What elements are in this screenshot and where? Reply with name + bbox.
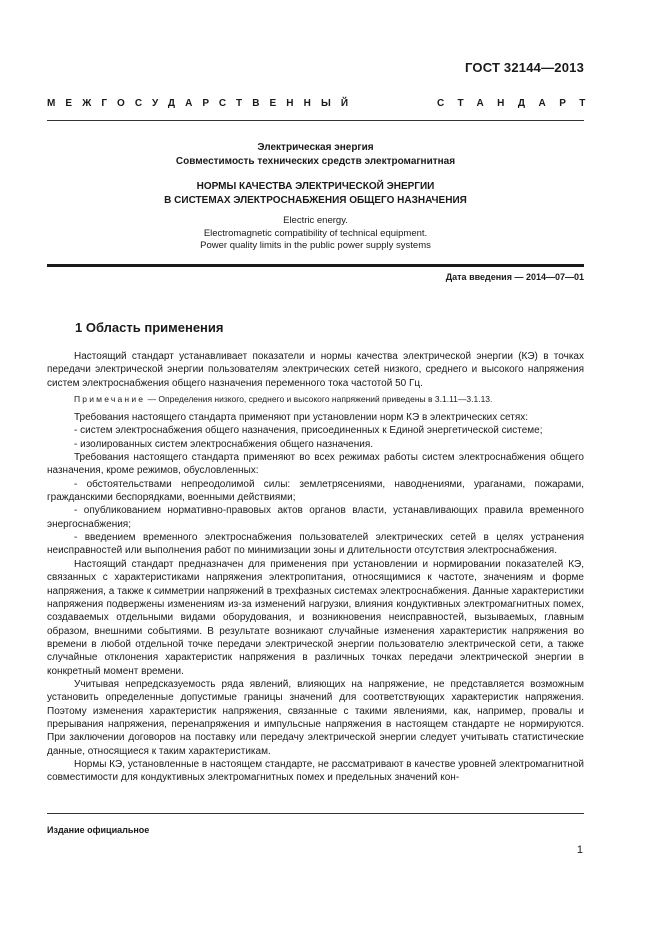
title-en-line-1: Electric energy. bbox=[283, 215, 348, 226]
page-number: 1 bbox=[576, 844, 583, 856]
title-main-line-1: НОРМЫ КАЧЕСТВА ЭЛЕКТРИЧЕСКОЙ ЭНЕРГИИ bbox=[196, 181, 435, 192]
standard-type-word-1: МЕЖГОСУДАРСТВЕННЫЙ bbox=[47, 98, 359, 109]
note-label: Примечание bbox=[74, 394, 146, 405]
title-en-line-2: Electromagnetic compatibility of technical equipment. bbox=[203, 227, 428, 239]
title-en-line-3: Power quality limits in the public power supply systems bbox=[200, 240, 431, 251]
list-item: - систем электроснабжения общего назначения, присоединенных к Единой энергетической системе; bbox=[74, 425, 543, 437]
title-ru-line-1: Электрическая энергия bbox=[257, 142, 374, 153]
standard-type-word-2: СТАНДАРТ bbox=[437, 98, 599, 109]
section-heading: 1 Область применения bbox=[75, 320, 224, 335]
title-divider bbox=[47, 264, 584, 267]
list-item: - введением временного электроснабжения пользователей электрических сетей в целях устранения неисправностей или выполнения работ по минимизации зоны и длительности отсутствия электроснабжения. bbox=[47, 532, 584, 557]
title-ru-line-2: Совместимость технических средств электромагнитная bbox=[175, 156, 456, 167]
paragraph-unpredictability: Учитывая непредсказуемость ряда явлений, влияющих на напряжение, не представляется возможным установить определенные допустимые границы значений для соответствующих характеристик напряжения. Поэтому изменения характеристик напряжения, связанные с такими явлениями, как, например, провалы и прерывания напряжения, перенапряжения и импульсные напряжения в настоящем стандарте не нормируются. При заключении договоров на поставку или передачу электрической энергии следует учитывать статистические данные, относящиеся к таким характеристикам. bbox=[47, 678, 584, 757]
title-russian bbox=[47, 141, 584, 169]
paragraph-purpose: Настоящий стандарт предназначен для применения при установлении и нормировании показателей КЭ, связанных с характеристиками напряжения электропитания, относящимися к частоте, значениям и форме напряжения, а также к симметрии напряжений в трехфазных системах электроснабжения. Данные характеристики напряжения подвержены изменениям из-за изменений нагрузки, влияния кондуктивных электромагнитных помех, создаваемых отдельными видами оборудования, и возникновения неисправностей, вызываемых, главным образом, внешними событиями. В результате возникают случайные изменения характеристик напряжения во времени в любой отдельной точке передачи электрической энергии пользователю электрической сети, а также случайные отклонения характеристик напряжения в различных точках передачи электрической энергии в конкретный момент времени. bbox=[47, 558, 584, 677]
edition-label: Издание официальное bbox=[47, 825, 150, 835]
list-item: - обстоятельствами непреодолимой силы: землетрясениями, наводнениями, ураганами, пожарами, гражданскими беспорядками, военными действиями; bbox=[47, 478, 584, 504]
intro-date: Дата введения — 2014—07—01 bbox=[445, 272, 584, 282]
title-main bbox=[47, 180, 584, 208]
note bbox=[47, 393, 584, 405]
paragraph-modes: Требования настоящего стандарта применяют во всех режимах работы систем электроснабжения общего назначения, кроме режимов, обусловленных: bbox=[47, 452, 584, 477]
title-main-line-2: В СИСТЕМАХ ЭЛЕКТРОСНАБЖЕНИЯ ОБЩЕГО НАЗНАЧЕНИЯ bbox=[164, 195, 467, 206]
title-english bbox=[47, 215, 584, 253]
list-item: - опубликованием нормативно-правовых актов органов власти, устанавливающих правила временного энергоснабжения; bbox=[47, 505, 584, 530]
gost-number: ГОСТ 32144—2013 bbox=[465, 60, 584, 75]
paragraph-networks: Требования настоящего стандарта применяют при установлении норм КЭ в электрических сетях: bbox=[74, 412, 529, 424]
note-text: — Определения низкого, среднего и высокого напряжений приведены в 3.1.11—3.1.13. bbox=[145, 394, 493, 405]
footer-divider bbox=[47, 813, 584, 814]
section-body bbox=[47, 350, 584, 785]
paragraph-emc: Нормы КЭ, установленные в настоящем стандарте, не рассматривают в качестве уровней электромагнитной совместимости для кондуктивных электромагнитных помех и предельных значений кон- bbox=[47, 758, 584, 784]
list-item: - изолированных систем электроснабжения общего назначения. bbox=[74, 438, 374, 450]
paragraph-scope: Настоящий стандарт устанавливает показатели и нормы качества электрической энергии (КЭ) в точках передачи электрической энергии пользователям электрических сетей низкого, среднего и высокого напряжения систем электроснабжения общего назначения переменного тока частотой 50 Гц. bbox=[47, 351, 584, 389]
header-divider bbox=[47, 120, 584, 121]
